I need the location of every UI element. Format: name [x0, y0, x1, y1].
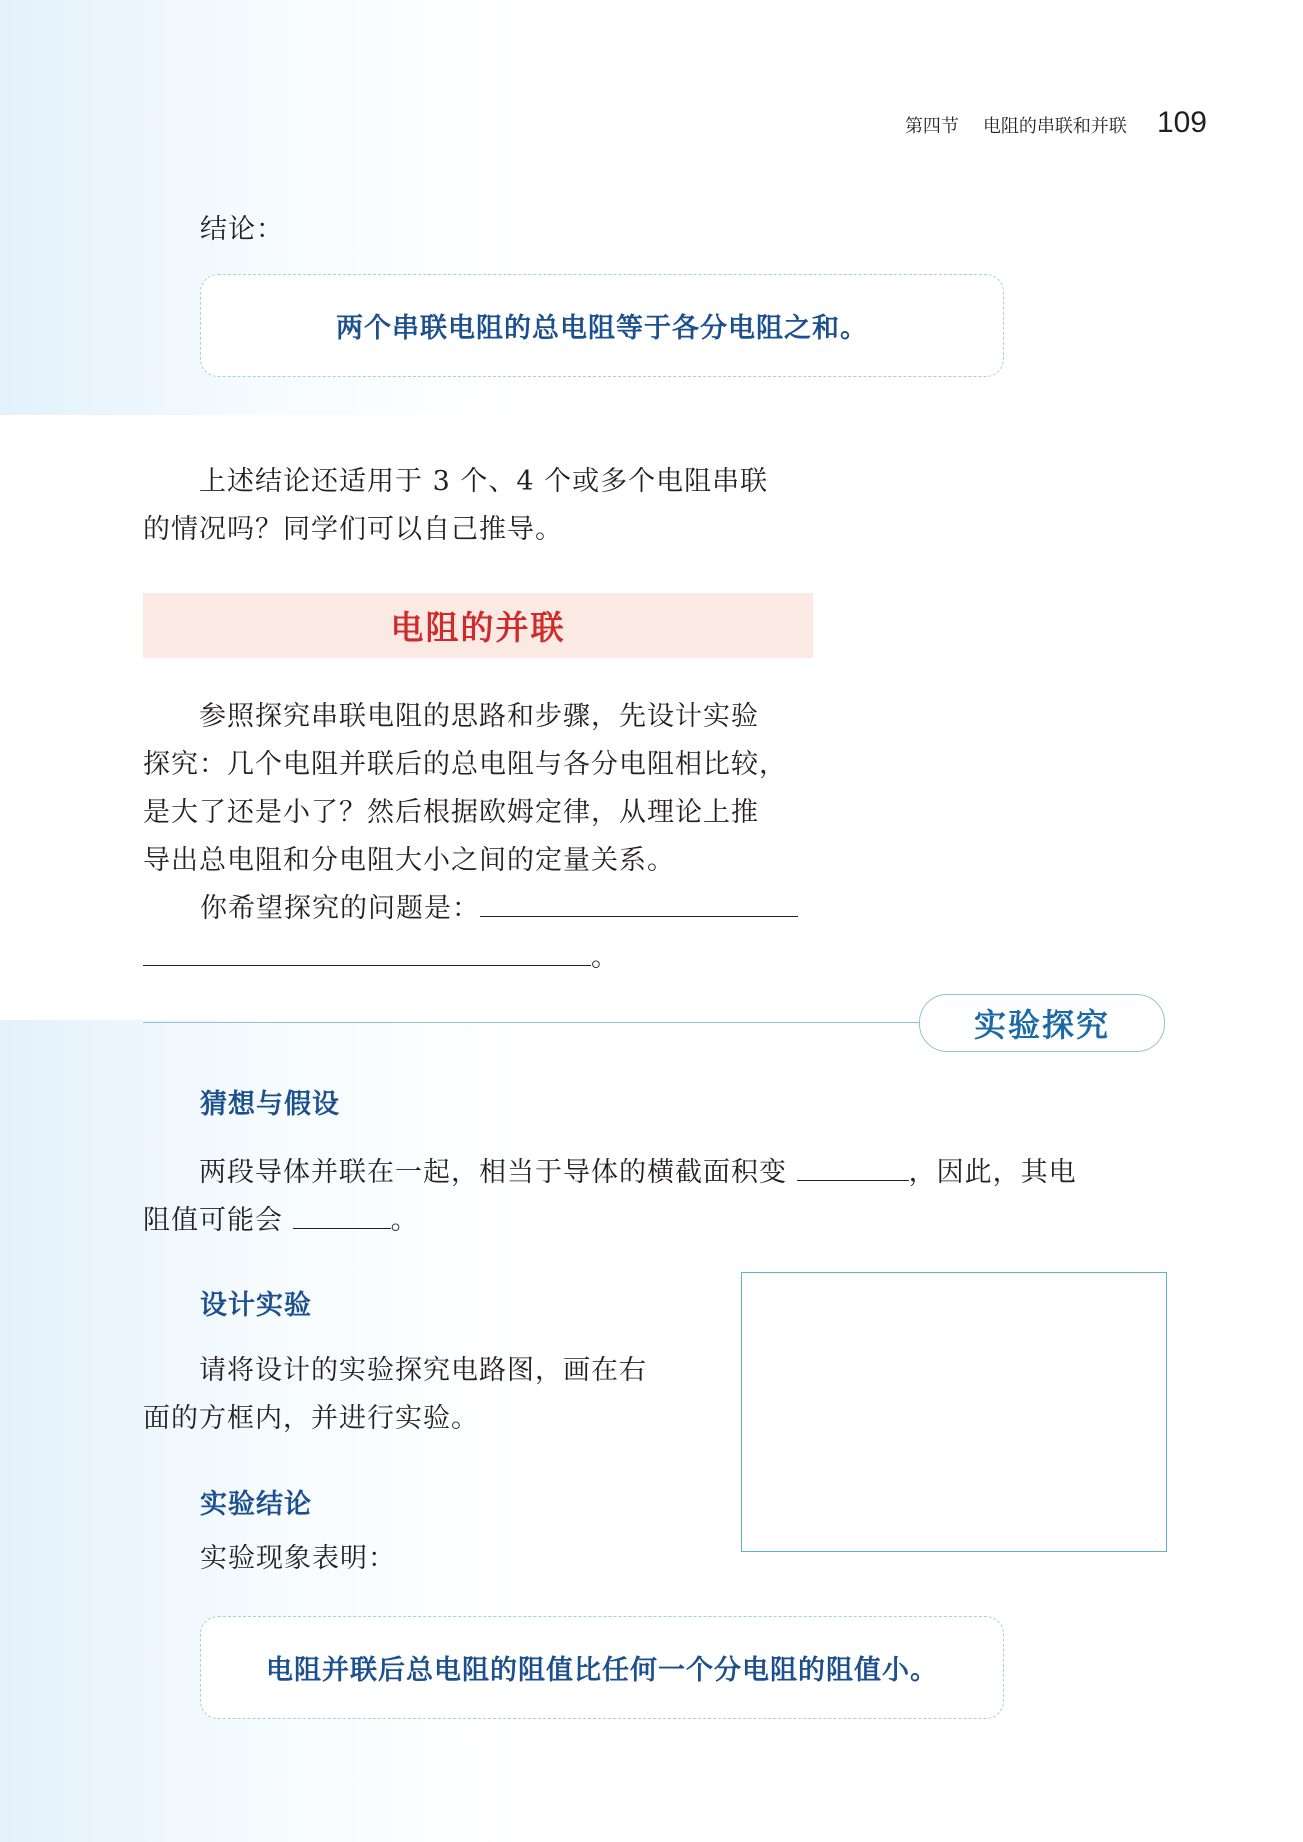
- hypothesis-part-2: ，因此，其电: [908, 1157, 1077, 1188]
- hypothesis-text: [143, 1149, 1173, 1245]
- question-line: [200, 885, 798, 933]
- question-line-2: [143, 934, 619, 982]
- inquiry-badge-label: 实验探究: [973, 1006, 1110, 1044]
- paragraph-2-line-1: 参照探究串联电阻的思路和步骤，先设计实验: [199, 701, 759, 732]
- inquiry-divider: [143, 1022, 921, 1023]
- header-title: 电阻的串联和并联: [982, 116, 1127, 137]
- paragraph-1-line-2: 的情况吗？同学们可以自己推导。: [143, 514, 563, 545]
- paragraph-2-line-4: 导出总电阻和分电阻大小之间的定量关系。: [143, 845, 675, 876]
- paragraph-1: [143, 458, 823, 554]
- result-label: 实验现象表明：: [200, 1543, 396, 1574]
- paragraph-2-line-3: 是大了还是小了？然后根据欧姆定律，从理论上推: [143, 797, 759, 828]
- design-text: [143, 1347, 723, 1443]
- hypothesis-part-4: 。: [390, 1205, 419, 1236]
- design-line-1: 请将设计的实验探究电路图，画在右: [199, 1355, 647, 1386]
- hypothesis-line-1: [143, 1149, 1173, 1197]
- section-heading: [143, 593, 813, 658]
- question-end-mark: 。: [591, 942, 619, 973]
- result-heading: 实验结论: [200, 1489, 312, 1520]
- question-label: 你希望探究的问题是：: [200, 893, 480, 924]
- hypothesis-heading: 猜想与假设: [200, 1089, 340, 1120]
- hypothesis-blank-1[interactable]: [797, 1179, 909, 1181]
- paragraph-1-line-1: 上述结论还适用于 3 个、4 个或多个电阻串联: [199, 466, 769, 497]
- answer-blank-1[interactable]: [480, 915, 798, 917]
- page-number: 109: [1156, 106, 1207, 139]
- hypothesis-part-1: 两段导体并联在一起，相当于导体的横截面积变: [199, 1157, 787, 1188]
- hypothesis-line-2: [143, 1197, 1173, 1245]
- conclusion-box: [200, 274, 1004, 377]
- paragraph-2: [143, 693, 823, 885]
- design-line-2: 面的方框内，并进行实验。: [143, 1403, 479, 1434]
- answer-blank-2[interactable]: [143, 964, 591, 966]
- circuit-drawing-box[interactable]: [741, 1272, 1167, 1552]
- paragraph-2-line-2: 探究：几个电阻并联后的总电阻与各分电阻相比较，: [143, 749, 787, 780]
- header-section: 第四节: [904, 116, 959, 137]
- conclusion-text: 两个串联电阻的总电阻等于各分电阻之和。: [336, 313, 868, 344]
- hypothesis-part-3: 阻值可能会: [143, 1205, 283, 1236]
- design-heading: 设计实验: [200, 1290, 312, 1321]
- result-box: [200, 1616, 1004, 1719]
- hypothesis-blank-2[interactable]: [293, 1227, 391, 1229]
- inquiry-badge: [919, 994, 1165, 1052]
- section-title: 电阻的并联: [390, 608, 566, 647]
- running-header: [905, 106, 1207, 140]
- result-text: 电阻并联后总电阻的阻值比任何一个分电阻的阻值小。: [266, 1655, 938, 1686]
- conclusion-label: 结论：: [200, 214, 284, 245]
